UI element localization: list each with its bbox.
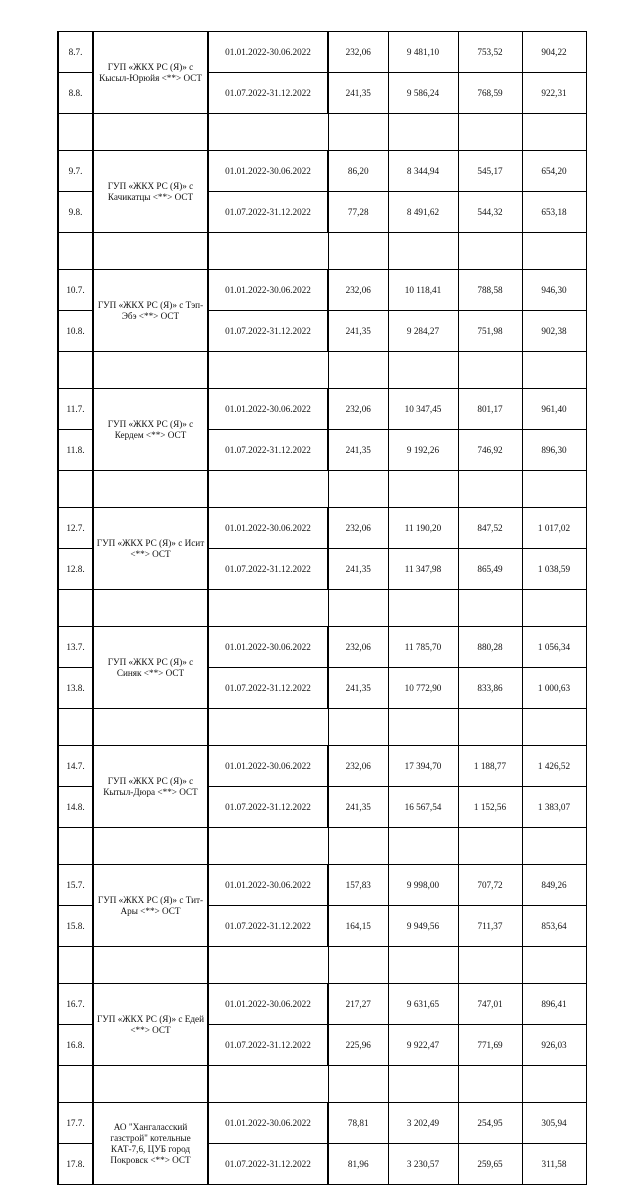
value-cell-3: 847,52 xyxy=(458,508,522,549)
spacer-cell xyxy=(328,1066,388,1103)
period-cell: 01.01.2022-30.06.2022 xyxy=(208,32,328,73)
row-number: 9.8. xyxy=(58,192,93,233)
table-row xyxy=(58,984,586,1025)
spacer-cell xyxy=(58,1066,93,1103)
spacer-cell xyxy=(388,709,458,746)
value-cell-1: 232,06 xyxy=(328,746,388,787)
spacer-cell xyxy=(328,709,388,746)
table-row xyxy=(58,389,586,430)
value-cell-3: 545,17 xyxy=(458,151,522,192)
value-cell-4: 653,18 xyxy=(522,192,586,233)
spacer-cell xyxy=(208,709,328,746)
organization-name: ГУП «ЖКХ РС (Я)» с Кысыл-Юрюйя <**> ОСТ xyxy=(93,32,208,114)
period-cell: 01.01.2022-30.06.2022 xyxy=(208,746,328,787)
table-row xyxy=(58,32,586,73)
group-spacer xyxy=(58,709,586,746)
period-cell: 01.07.2022-31.12.2022 xyxy=(208,668,328,709)
value-cell-1: 241,35 xyxy=(328,73,388,114)
tariff-table xyxy=(57,31,587,1185)
spacer-cell xyxy=(458,471,522,508)
value-cell-1: 232,06 xyxy=(328,270,388,311)
value-cell-3: 880,28 xyxy=(458,627,522,668)
spacer-cell xyxy=(388,828,458,865)
spacer-cell xyxy=(58,709,93,746)
period-cell: 01.07.2022-31.12.2022 xyxy=(208,906,328,947)
value-cell-1: 241,35 xyxy=(328,549,388,590)
group-spacer xyxy=(58,114,586,151)
row-number: 16.7. xyxy=(58,984,93,1025)
tariff-table-body xyxy=(58,32,586,1185)
value-cell-4: 654,20 xyxy=(522,151,586,192)
value-cell-4: 1 426,52 xyxy=(522,746,586,787)
spacer-cell xyxy=(522,352,586,389)
organization-name: ГУП «ЖКХ РС (Я)» с Тит-Ары <**> ОСТ xyxy=(93,865,208,947)
spacer-cell xyxy=(458,828,522,865)
value-cell-1: 81,96 xyxy=(328,1144,388,1185)
value-cell-2: 9 481,10 xyxy=(388,32,458,73)
row-number: 8.7. xyxy=(58,32,93,73)
spacer-cell xyxy=(522,471,586,508)
spacer-cell xyxy=(328,947,388,984)
value-cell-1: 241,35 xyxy=(328,787,388,828)
spacer-cell xyxy=(458,590,522,627)
value-cell-1: 232,06 xyxy=(328,627,388,668)
value-cell-2: 8 344,94 xyxy=(388,151,458,192)
spacer-cell xyxy=(388,471,458,508)
table-row xyxy=(58,746,586,787)
period-cell: 01.01.2022-30.06.2022 xyxy=(208,627,328,668)
value-cell-2: 10 772,90 xyxy=(388,668,458,709)
spacer-cell xyxy=(522,828,586,865)
spacer-cell xyxy=(388,352,458,389)
value-cell-2: 3 230,57 xyxy=(388,1144,458,1185)
table-row xyxy=(58,151,586,192)
period-cell: 01.01.2022-30.06.2022 xyxy=(208,270,328,311)
value-cell-4: 922,31 xyxy=(522,73,586,114)
value-cell-2: 10 118,41 xyxy=(388,270,458,311)
spacer-cell xyxy=(522,590,586,627)
value-cell-4: 849,26 xyxy=(522,865,586,906)
period-cell: 01.01.2022-30.06.2022 xyxy=(208,151,328,192)
spacer-cell xyxy=(208,947,328,984)
spacer-cell xyxy=(458,1066,522,1103)
spacer-cell xyxy=(58,352,93,389)
period-cell: 01.07.2022-31.12.2022 xyxy=(208,549,328,590)
period-cell: 01.07.2022-31.12.2022 xyxy=(208,73,328,114)
value-cell-4: 896,30 xyxy=(522,430,586,471)
value-cell-4: 311,58 xyxy=(522,1144,586,1185)
period-cell: 01.07.2022-31.12.2022 xyxy=(208,311,328,352)
row-number: 8.8. xyxy=(58,73,93,114)
spacer-cell xyxy=(58,828,93,865)
value-cell-1: 241,35 xyxy=(328,311,388,352)
row-number: 12.8. xyxy=(58,549,93,590)
spacer-cell xyxy=(58,233,93,270)
value-cell-3: 801,17 xyxy=(458,389,522,430)
spacer-cell xyxy=(458,114,522,151)
value-cell-4: 853,64 xyxy=(522,906,586,947)
spacer-cell xyxy=(522,709,586,746)
period-cell: 01.01.2022-30.06.2022 xyxy=(208,865,328,906)
spacer-cell xyxy=(328,233,388,270)
row-number: 15.8. xyxy=(58,906,93,947)
organization-name: ГУП «ЖКХ РС (Я)» с Исит <**> ОСТ xyxy=(93,508,208,590)
row-number: 13.8. xyxy=(58,668,93,709)
row-number: 10.8. xyxy=(58,311,93,352)
spacer-cell xyxy=(93,590,208,627)
value-cell-4: 1 383,07 xyxy=(522,787,586,828)
table-row xyxy=(58,508,586,549)
value-cell-3: 259,65 xyxy=(458,1144,522,1185)
row-number: 10.7. xyxy=(58,270,93,311)
row-number: 14.7. xyxy=(58,746,93,787)
spacer-cell xyxy=(58,590,93,627)
spacer-cell xyxy=(388,590,458,627)
value-cell-2: 11 785,70 xyxy=(388,627,458,668)
spacer-cell xyxy=(388,114,458,151)
organization-name: ГУП «ЖКХ РС (Я)» с Кытыл-Дюра <**> ОСТ xyxy=(93,746,208,828)
spacer-cell xyxy=(93,471,208,508)
group-spacer xyxy=(58,1066,586,1103)
spacer-cell xyxy=(58,947,93,984)
value-cell-4: 1 017,02 xyxy=(522,508,586,549)
row-number: 17.7. xyxy=(58,1103,93,1144)
value-cell-3: 1 188,77 xyxy=(458,746,522,787)
spacer-cell xyxy=(58,471,93,508)
value-cell-1: 232,06 xyxy=(328,508,388,549)
period-cell: 01.01.2022-30.06.2022 xyxy=(208,1103,328,1144)
value-cell-4: 902,38 xyxy=(522,311,586,352)
period-cell: 01.07.2022-31.12.2022 xyxy=(208,787,328,828)
table-row xyxy=(58,1103,586,1144)
value-cell-4: 926,03 xyxy=(522,1025,586,1066)
spacer-cell xyxy=(388,1066,458,1103)
value-cell-2: 9 922,47 xyxy=(388,1025,458,1066)
spacer-cell xyxy=(58,114,93,151)
value-cell-4: 1 056,34 xyxy=(522,627,586,668)
spacer-cell xyxy=(208,114,328,151)
spacer-cell xyxy=(328,828,388,865)
period-cell: 01.01.2022-30.06.2022 xyxy=(208,984,328,1025)
value-cell-2: 9 284,27 xyxy=(388,311,458,352)
value-cell-3: 865,49 xyxy=(458,549,522,590)
spacer-cell xyxy=(93,828,208,865)
value-cell-1: 164,15 xyxy=(328,906,388,947)
value-cell-3: 711,37 xyxy=(458,906,522,947)
value-cell-2: 8 491,62 xyxy=(388,192,458,233)
period-cell: 01.07.2022-31.12.2022 xyxy=(208,192,328,233)
value-cell-1: 241,35 xyxy=(328,668,388,709)
row-number: 14.8. xyxy=(58,787,93,828)
spacer-cell xyxy=(522,947,586,984)
value-cell-3: 254,95 xyxy=(458,1103,522,1144)
organization-name: ГУП «ЖКХ РС (Я)» с Едей <**> ОСТ xyxy=(93,984,208,1066)
spacer-cell xyxy=(328,471,388,508)
table-row xyxy=(58,865,586,906)
value-cell-1: 232,06 xyxy=(328,32,388,73)
value-cell-2: 9 192,26 xyxy=(388,430,458,471)
row-number: 16.8. xyxy=(58,1025,93,1066)
spacer-cell xyxy=(208,828,328,865)
spacer-cell xyxy=(208,471,328,508)
value-cell-2: 9 586,24 xyxy=(388,73,458,114)
value-cell-2: 9 949,56 xyxy=(388,906,458,947)
spacer-cell xyxy=(208,352,328,389)
value-cell-3: 751,98 xyxy=(458,311,522,352)
value-cell-3: 707,72 xyxy=(458,865,522,906)
row-number: 11.8. xyxy=(58,430,93,471)
value-cell-3: 833,86 xyxy=(458,668,522,709)
value-cell-1: 77,28 xyxy=(328,192,388,233)
value-cell-4: 305,94 xyxy=(522,1103,586,1144)
spacer-cell xyxy=(93,352,208,389)
spacer-cell xyxy=(93,947,208,984)
organization-name: АО "Хангаласский газстрой" котельные КАТ-7,6, ЦУБ город Покровск <**> ОСТ xyxy=(93,1103,208,1185)
spacer-cell xyxy=(522,1066,586,1103)
table-row xyxy=(58,270,586,311)
spacer-cell xyxy=(522,233,586,270)
spacer-cell xyxy=(458,709,522,746)
value-cell-3: 1 152,56 xyxy=(458,787,522,828)
spacer-cell xyxy=(388,233,458,270)
value-cell-2: 11 347,98 xyxy=(388,549,458,590)
value-cell-3: 544,32 xyxy=(458,192,522,233)
spacer-cell xyxy=(208,233,328,270)
value-cell-2: 17 394,70 xyxy=(388,746,458,787)
value-cell-1: 86,20 xyxy=(328,151,388,192)
row-number: 12.7. xyxy=(58,508,93,549)
value-cell-2: 9 631,65 xyxy=(388,984,458,1025)
value-cell-1: 241,35 xyxy=(328,430,388,471)
row-number: 15.7. xyxy=(58,865,93,906)
spacer-cell xyxy=(93,114,208,151)
spacer-cell xyxy=(208,1066,328,1103)
spacer-cell xyxy=(388,947,458,984)
group-spacer xyxy=(58,590,586,627)
period-cell: 01.01.2022-30.06.2022 xyxy=(208,389,328,430)
value-cell-4: 904,22 xyxy=(522,32,586,73)
value-cell-1: 78,81 xyxy=(328,1103,388,1144)
spacer-cell xyxy=(458,947,522,984)
value-cell-3: 747,01 xyxy=(458,984,522,1025)
organization-name: ГУП «ЖКХ РС (Я)» с Качикатцы <**> ОСТ xyxy=(93,151,208,233)
table-row xyxy=(58,627,586,668)
value-cell-1: 225,96 xyxy=(328,1025,388,1066)
organization-name: ГУП «ЖКХ РС (Я)» с Кердем <**> ОСТ xyxy=(93,389,208,471)
group-spacer xyxy=(58,947,586,984)
value-cell-4: 946,30 xyxy=(522,270,586,311)
group-spacer xyxy=(58,828,586,865)
spacer-cell xyxy=(93,233,208,270)
group-spacer xyxy=(58,471,586,508)
spacer-cell xyxy=(458,352,522,389)
spacer-cell xyxy=(208,590,328,627)
value-cell-3: 771,69 xyxy=(458,1025,522,1066)
spacer-cell xyxy=(522,114,586,151)
value-cell-4: 1 038,59 xyxy=(522,549,586,590)
value-cell-4: 961,40 xyxy=(522,389,586,430)
spacer-cell xyxy=(458,233,522,270)
row-number: 9.7. xyxy=(58,151,93,192)
group-spacer xyxy=(58,352,586,389)
spacer-cell xyxy=(93,1066,208,1103)
spacer-cell xyxy=(93,709,208,746)
organization-name: ГУП «ЖКХ РС (Я)» с Тэп-Эбэ <**> ОСТ xyxy=(93,270,208,352)
value-cell-3: 788,58 xyxy=(458,270,522,311)
value-cell-2: 9 998,00 xyxy=(388,865,458,906)
value-cell-2: 16 567,54 xyxy=(388,787,458,828)
value-cell-2: 11 190,20 xyxy=(388,508,458,549)
value-cell-3: 768,59 xyxy=(458,73,522,114)
spacer-cell xyxy=(328,114,388,151)
organization-name: ГУП «ЖКХ РС (Я)» с Синяк <**> ОСТ xyxy=(93,627,208,709)
period-cell: 01.07.2022-31.12.2022 xyxy=(208,1025,328,1066)
value-cell-2: 3 202,49 xyxy=(388,1103,458,1144)
value-cell-1: 157,83 xyxy=(328,865,388,906)
period-cell: 01.07.2022-31.12.2022 xyxy=(208,430,328,471)
value-cell-4: 896,41 xyxy=(522,984,586,1025)
value-cell-3: 746,92 xyxy=(458,430,522,471)
period-cell: 01.07.2022-31.12.2022 xyxy=(208,1144,328,1185)
spacer-cell xyxy=(328,590,388,627)
group-spacer xyxy=(58,233,586,270)
spacer-cell xyxy=(328,352,388,389)
value-cell-1: 217,27 xyxy=(328,984,388,1025)
value-cell-4: 1 000,63 xyxy=(522,668,586,709)
period-cell: 01.01.2022-30.06.2022 xyxy=(208,508,328,549)
row-number: 13.7. xyxy=(58,627,93,668)
value-cell-2: 10 347,45 xyxy=(388,389,458,430)
row-number: 17.8. xyxy=(58,1144,93,1185)
value-cell-3: 753,52 xyxy=(458,32,522,73)
value-cell-1: 232,06 xyxy=(328,389,388,430)
row-number: 11.7. xyxy=(58,389,93,430)
